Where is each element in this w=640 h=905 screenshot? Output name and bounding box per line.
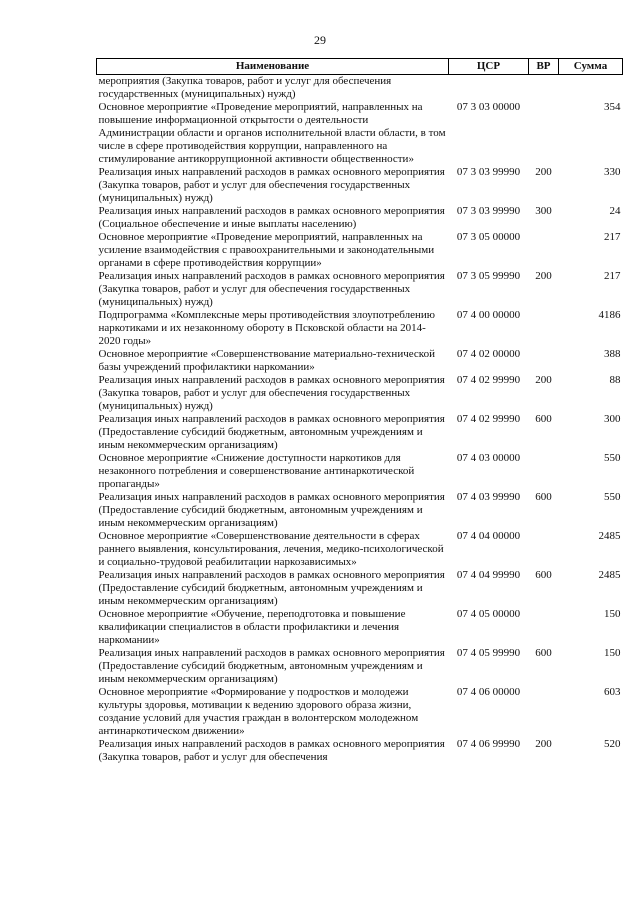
table-row: [97, 738, 623, 764]
cell-sum: 4186: [598, 309, 621, 321]
cell-sum: 2485: [598, 530, 621, 542]
cell-name: Основное мероприятие «Формирование у подростков и молодежи культуры здоровья, мотивации к ведению здорового образа жизни, создание условий для участия граждан в волонтерском молодежном антинаркотическом движении»: [98, 686, 419, 737]
cell-vr: 300: [535, 205, 552, 217]
cell-name: Реализация иных направлений расходов в рамках основного мероприятия (Закупка товаров, работ и услуг для обеспечения государственных (муниципальных) нужд): [98, 270, 445, 308]
page-number: 29: [314, 33, 326, 47]
cell-sum: 88: [609, 374, 621, 386]
cell-csr: 07 4 04 00000: [456, 530, 521, 542]
budget-table: [96, 58, 623, 764]
cell-csr: 07 4 00 00000: [456, 309, 521, 321]
cell-vr: 200: [535, 166, 552, 178]
cell-csr: [449, 75, 529, 102]
cell-name: Основное мероприятие «Совершенствование материально-технической базы учреждений профилактики наркомании»: [98, 348, 435, 373]
table-row: [97, 309, 623, 348]
cell-sum: 354: [604, 101, 621, 113]
cell-name: Основное мероприятие «Обучение, переподготовка и повышение квалификации специалистов в области профилактики и лечения наркомании»: [98, 608, 406, 646]
cell-csr: 07 4 04 99990: [456, 569, 521, 581]
cell-vr: [529, 608, 559, 647]
cell-sum: 330: [604, 166, 621, 178]
cell-name: Реализация иных направлений расходов в рамках основного мероприятия (Закупка товаров, работ и услуг для обеспечения: [98, 738, 445, 763]
cell-vr: 200: [535, 270, 552, 282]
cell-vr: 600: [535, 569, 552, 581]
cell-vr: 600: [535, 491, 552, 503]
cell-name: Реализация иных направлений расходов в рамках основного мероприятия (Предоставление субсидий бюджетным, автономным учреждениям и иным некоммерческим организациям): [98, 569, 445, 607]
cell-name: Подпрограмма «Комплексные меры противодействия злоупотреблению наркотиками и их незаконному обороту в Псковской области на 2014-2020 годы»: [98, 309, 435, 347]
cell-vr: [529, 530, 559, 569]
cell-csr: 07 3 03 99990: [456, 166, 521, 178]
cell-sum: [559, 75, 623, 102]
cell-vr: 200: [535, 738, 552, 750]
table-row: [97, 374, 623, 413]
cell-vr: [529, 309, 559, 348]
cell-sum: 388: [604, 348, 621, 360]
cell-sum: 24: [609, 205, 621, 217]
cell-vr: 600: [535, 647, 552, 659]
cell-name: Основное мероприятие «Совершенствование деятельности в сферах раннего выявления, консультирования, лечения, медико-психологической и социально-трудовой реабилитации наркозависимых»: [98, 530, 444, 568]
table-row: [97, 75, 623, 102]
header-vr: ВР: [529, 59, 559, 75]
cell-vr: [529, 231, 559, 270]
cell-vr: [529, 348, 559, 374]
cell-csr: 07 4 02 00000: [456, 348, 521, 360]
cell-csr: 07 4 03 00000: [456, 452, 521, 464]
cell-vr: 200: [535, 374, 552, 386]
cell-csr: 07 4 06 99990: [456, 738, 521, 750]
cell-name: мероприятия (Закупка товаров, работ и услуг для обеспечения государственных (муниципальных) нужд): [97, 75, 449, 102]
table-header-row: [97, 59, 623, 75]
cell-name: Реализация иных направлений расходов в рамках основного мероприятия (Закупка товаров, работ и услуг для обеспечения государственных (муниципальных) нужд): [98, 166, 445, 204]
cell-sum: 2485: [598, 569, 621, 581]
cell-csr: 07 4 05 00000: [456, 608, 521, 620]
table-row: [97, 205, 623, 231]
table-row: [97, 166, 623, 205]
cell-name: Реализация иных направлений расходов в рамках основного мероприятия (Закупка товаров, работ и услуг для обеспечения государственных (муниципальных) нужд): [98, 374, 445, 412]
table-row: [97, 413, 623, 452]
header-sum: Сумма: [559, 59, 623, 75]
table-row: [97, 452, 623, 491]
cell-sum: 603: [604, 686, 621, 698]
header-csr: ЦСР: [449, 59, 529, 75]
table-row: [97, 608, 623, 647]
cell-name: Реализация иных направлений расходов в рамках основного мероприятия (Социальное обеспечение и иные выплаты населению): [98, 205, 445, 230]
cell-sum: 300: [604, 413, 621, 425]
table-row: [97, 101, 623, 166]
cell-sum: 217: [604, 270, 621, 282]
cell-csr: 07 3 03 00000: [456, 101, 521, 113]
cell-csr: 07 4 02 99990: [456, 413, 521, 425]
cell-name: Основное мероприятие «Проведение мероприятий, направленных на повышение информационной открытости о деятельности Администрации области и органов исполнительной власти области, в том числе в сфере противодействия коррупции, направленного на стимулирование антикоррупционной активности общественности»: [98, 101, 446, 165]
cell-name: Реализация иных направлений расходов в рамках основного мероприятия (Предоставление субсидий бюджетным, автономным учреждениям и иным некоммерческим организациям): [98, 413, 445, 451]
cell-vr: [529, 452, 559, 491]
cell-sum: 217: [604, 231, 621, 243]
cell-csr: 07 3 05 00000: [456, 231, 521, 243]
cell-name: Основное мероприятие «Снижение доступности наркотиков для незаконного потребления и совершенствование антинаркотической пропаганды»: [98, 452, 415, 490]
table-row: [97, 647, 623, 686]
cell-sum: 150: [604, 608, 621, 620]
cell-csr: 07 3 05 99990: [456, 270, 521, 282]
table-row: [97, 491, 623, 530]
table-body: [97, 75, 623, 765]
cell-sum: 550: [604, 491, 621, 503]
cell-vr: [529, 101, 559, 166]
table-row: [97, 530, 623, 569]
table-row: [97, 569, 623, 608]
cell-name: Реализация иных направлений расходов в рамках основного мероприятия (Предоставление субсидий бюджетным, автономным учреждениям и иным некоммерческим организациям): [98, 647, 445, 685]
cell-vr: 600: [535, 413, 552, 425]
cell-csr: 07 4 02 99990: [456, 374, 521, 386]
header-name: Наименование: [97, 59, 449, 75]
cell-name: Реализация иных направлений расходов в рамках основного мероприятия (Предоставление субсидий бюджетным, автономным учреждениям и иным некоммерческим организациям): [98, 491, 445, 529]
cell-csr: 07 3 03 99990: [456, 205, 521, 217]
cell-vr: [529, 686, 559, 738]
table-row: [97, 686, 623, 738]
cell-csr: 07 4 03 99990: [456, 491, 521, 503]
cell-sum: 550: [604, 452, 621, 464]
cell-csr: 07 4 05 99990: [456, 647, 521, 659]
table-row: [97, 270, 623, 309]
cell-vr: [529, 75, 559, 102]
cell-sum: 520: [604, 738, 621, 750]
cell-csr: 07 4 06 00000: [456, 686, 521, 698]
cell-sum: 150: [604, 647, 621, 659]
cell-name: Основное мероприятие «Проведение мероприятий, направленных на усиление взаимодействия с правоохранительными и законодательными органами в сфере противодействия коррупции»: [98, 231, 435, 269]
table-row: [97, 348, 623, 374]
table-row: [97, 231, 623, 270]
